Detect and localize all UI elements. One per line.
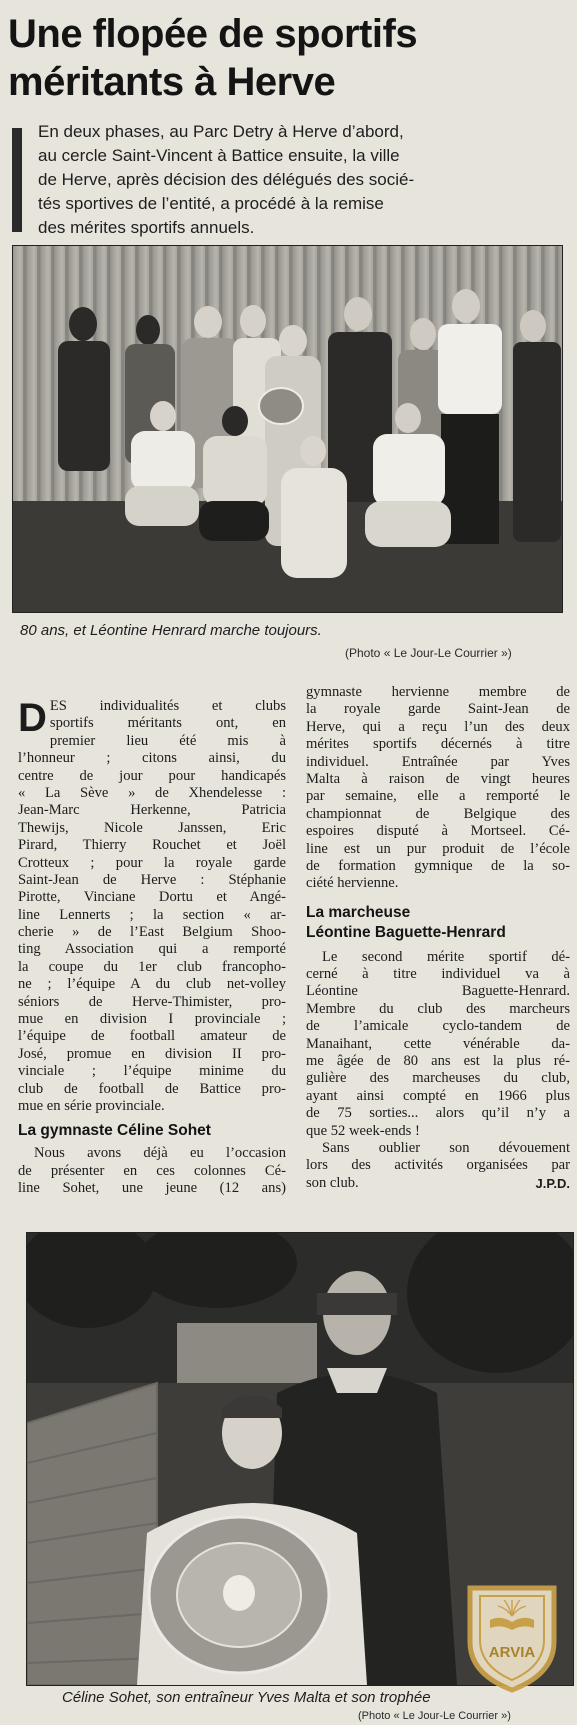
text-line: centre de jour pour handicapés xyxy=(18,767,286,784)
text-line: me âgée de 80 ans est la plus ré- xyxy=(306,1053,570,1070)
text-line: gymnaste hervienne membre de xyxy=(306,684,570,700)
text-line: gulière des marcheuses du club, xyxy=(306,1070,570,1087)
text-line: vinciale ; l’équipe minime du xyxy=(18,1063,286,1080)
photo1-caption: 80 ans, et Léontine Henrard marche toujours. xyxy=(20,622,322,639)
chapo-line: de Herve, après décision des délégués des socié- xyxy=(38,170,415,189)
arvia-logo xyxy=(462,1582,562,1694)
chapo xyxy=(38,120,562,240)
group-photo xyxy=(12,245,563,613)
subhead-marcheuse xyxy=(306,903,570,943)
group-photo-image xyxy=(13,246,562,612)
chapo-line: des mérites sportifs annuels. xyxy=(38,218,255,237)
text-line: que 52 week-ends ! xyxy=(306,1122,420,1139)
text-line: José, promue en division II pro- xyxy=(18,1045,286,1062)
headline-line-1: Une flopée de sportifs xyxy=(8,12,418,56)
text-line: Jean-Marc Herkenne, Patricia xyxy=(18,802,286,819)
author-signature: J.P.D. xyxy=(535,1175,570,1191)
text-line: Herve, qui a reçu l’un des deux xyxy=(306,718,570,735)
text-line: espoires disputé à Mortseel. Cé- xyxy=(306,823,570,840)
text-line: premier lieu été mis à xyxy=(49,732,286,749)
photo1-credit: (Photo « Le Jour-Le Courrier ») xyxy=(345,646,512,660)
text-line: Crotteux ; pour la royale garde xyxy=(18,854,286,871)
text-line: individuel. Entraînée par Yves xyxy=(306,753,570,770)
text-line: championnat de Belgique des xyxy=(306,805,570,822)
headline xyxy=(8,10,568,106)
last-line-with-signature xyxy=(306,1175,570,1192)
dropcap: D xyxy=(18,696,47,740)
article-column-2 xyxy=(306,684,570,1192)
text-line: l’équipe de football amateur de xyxy=(18,1028,286,1045)
open-book-shield-icon xyxy=(462,1582,562,1694)
subhead-line: Léontine Baguette-Henrard xyxy=(306,923,506,941)
text-line: mérites sportifs décernés à titre xyxy=(306,736,570,753)
svg-text:ARVIA: ARVIA xyxy=(488,1644,536,1661)
text-line: la coupe du 1er club francopho- xyxy=(18,958,286,975)
text-line: ting Association qui a remporté xyxy=(18,941,286,958)
text-line: mue en série provinciale. xyxy=(18,1097,165,1114)
text-line: Thewijs, Nicole Janssen, Eric xyxy=(18,819,286,836)
text-line: son club. xyxy=(306,1174,359,1191)
text-line: ES individualités et clubs xyxy=(49,698,286,714)
text-line: « La Sève » de Xhendelesse : xyxy=(18,784,286,801)
text-line: Nous avons déjà eu l’occasion xyxy=(34,1145,286,1162)
text-line: Le second mérite sportif dé- xyxy=(322,948,570,965)
text-line: Membre du club des marcheurs xyxy=(306,1000,570,1017)
text-line: l’honneur ; citons ainsi, du xyxy=(18,750,286,767)
subhead-gymnaste: La gymnaste Céline Sohet xyxy=(18,1122,211,1140)
text-line: mue en division I provinciale ; xyxy=(18,1011,286,1028)
text-line: Malta à raison de vingt heures xyxy=(306,770,570,787)
subhead-line: La marcheuse xyxy=(306,903,411,921)
text-line: Saint-Jean de Herve : Stéphanie xyxy=(18,871,286,888)
dropcap-block xyxy=(18,696,286,740)
text-line: cerné à titre individuel va à xyxy=(306,966,570,983)
text-line: ayant ainsi compté en 1966 plus xyxy=(306,1087,570,1104)
text-line: de l’amicale cyclo-tandem de xyxy=(306,1018,570,1035)
text-line: cherie » de l’East Belgium Shoo- xyxy=(18,924,286,941)
text-line: séniors de Herve-Thimister, pro- xyxy=(18,993,286,1010)
text-line: de 75 sorties... alors qu’il n’y a xyxy=(306,1105,570,1122)
text-line: line Sohet, une jeune (12 ans) xyxy=(18,1180,286,1197)
text-line: lors des activités organisées par xyxy=(306,1157,570,1174)
article-column-1 xyxy=(18,698,286,1198)
text-line: Pirard, Thierry Rouchet et Joël xyxy=(18,837,286,854)
chapo-line: En deux phases, au Parc Detry à Herve d’abord, xyxy=(38,122,404,141)
text-line: line Lennerts ; la section « ar- xyxy=(18,906,286,923)
chapo-line: au cercle Saint-Vincent à Battice ensuite, la ville xyxy=(38,146,400,165)
text-line: de présenter en ces colonnes Cé- xyxy=(18,1162,286,1179)
text-line: line est un pur produit de l’école xyxy=(306,840,570,857)
photo2-caption: Céline Sohet, son entraîneur Yves Malta et son trophée xyxy=(62,1689,431,1706)
chapo-bar xyxy=(12,128,22,232)
text-line: la royale garde Saint-Jean de xyxy=(306,701,570,718)
text-line: de formation gymnique de la so- xyxy=(306,857,570,874)
headline-line-2: méritants à Herve xyxy=(8,60,336,104)
chapo-line: tés sportives de l’entité, a procédé à la remise xyxy=(38,194,384,213)
text-line: club de football de Battice pro- xyxy=(18,1080,286,1097)
text-line: sportifs méritants ont, en xyxy=(49,715,286,732)
text-line: ne ; l’équipe A du club net-volley xyxy=(18,976,286,993)
text-line: Léontine Baguette-Henrard. xyxy=(306,983,570,1000)
text-line: ciété hervienne. xyxy=(306,875,399,892)
text-line: Pirotte, Vinciane Dortu et Angé- xyxy=(18,889,286,906)
text-line: par semaine, elle a remporté le xyxy=(306,788,570,805)
photo2-credit: (Photo « Le Jour-Le Courrier ») xyxy=(358,1710,511,1722)
text-line: Manaihant, cette vénérable da- xyxy=(306,1035,570,1052)
text-line: Sans oublier son dévouement xyxy=(322,1139,570,1156)
